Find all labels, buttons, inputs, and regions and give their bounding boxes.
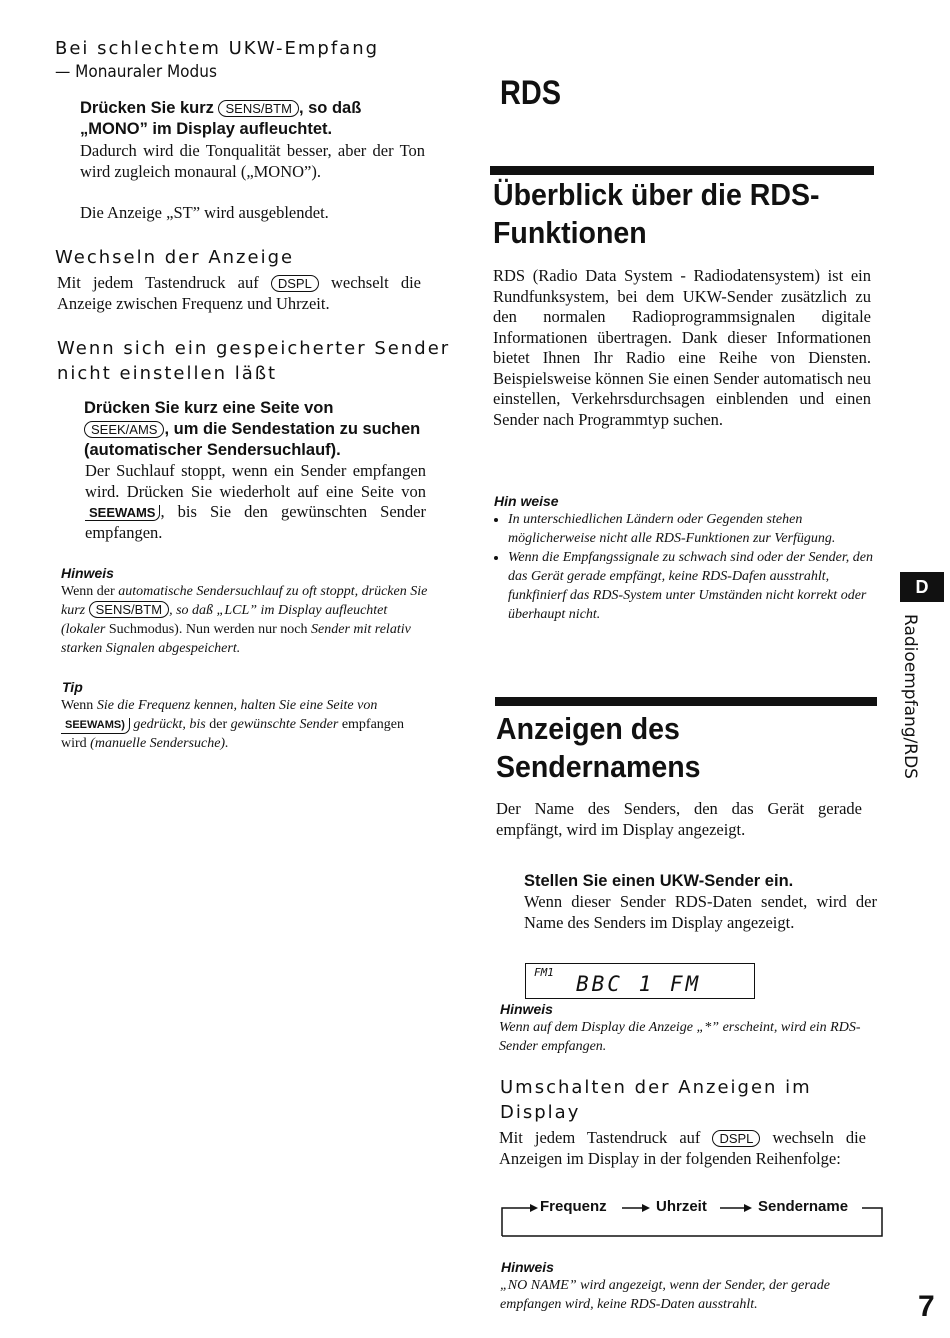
notes-heading: Hin weise xyxy=(494,493,559,509)
seewams-key: SEEWAMS xyxy=(85,505,160,521)
switch-display-heading: Umschalten der Anzeigen im Display xyxy=(500,1077,812,1123)
section-heading-station-not-tuned xyxy=(57,336,457,386)
tune-instruction: Stellen Sie einen UKW-Sender ein. xyxy=(524,872,794,890)
station-name-heading: Anzeigen des Sendernamens xyxy=(496,711,701,784)
tip-text: empfangen wird xyxy=(61,717,405,751)
tip-text: der xyxy=(209,717,228,732)
sens-btm-key: SENS/BTM xyxy=(89,601,169,618)
dspl-key: DSPL xyxy=(712,1130,760,1147)
note-body-lcl xyxy=(61,582,431,658)
note-text: (lokaler xyxy=(61,622,106,637)
instruction-text: Drücken Sie kurz eine Seite von xyxy=(84,399,334,417)
note-text: Suchmodus). Nun werden nur noch xyxy=(108,622,308,637)
flow-sendername: Sendername xyxy=(758,1198,849,1215)
heading-line: Wenn sich ein gespeicherter Sender xyxy=(57,338,451,359)
note-text: Sender mit relativ starken Signalen abgespeichert. xyxy=(61,622,411,656)
dspl-key: DSPL xyxy=(271,275,319,292)
instruction-seek xyxy=(84,398,430,461)
station-name-body: Der Name des Senders, den das Gerät gerade empfängt, wird im Display angezeigt. xyxy=(496,799,862,839)
note-text: , so daß „LCL” im Display aufleuchtet xyxy=(169,603,388,618)
tip-text: (manuelle Sendersuche). xyxy=(90,736,229,751)
tip-text: Sie die Frequenz kennen, halten Sie eine Seite von xyxy=(96,698,378,713)
body-text: , bis Sie den gewünschten Sender empfangen. xyxy=(85,502,426,542)
note-heading: Hinweis xyxy=(501,1259,554,1275)
body-text: Der Suchlauf stoppt, wenn ein Sender empfangen wird. Drücken Sie wiederholt auf eine Seite von xyxy=(85,461,426,501)
flow-uhrzeit: Uhrzeit xyxy=(656,1198,707,1215)
note-item: • In unterschiedlichen Ländern oder Gegenden stehen möglicherweise nicht alle RDS-Funktionen zur Verfügung. xyxy=(508,510,878,548)
note-heading: Hinweis xyxy=(61,565,114,581)
chapter-tab-label: Radioempfang/RDS xyxy=(900,614,920,779)
section-heading-bad-reception xyxy=(55,36,455,61)
lcd-station-name: BBC 1 FM xyxy=(576,972,702,996)
tip-text: Wenn xyxy=(61,698,94,713)
tip-heading: Tip xyxy=(62,679,83,695)
tip-body xyxy=(61,696,431,753)
no-name-note-body: „NO NAME” wird angezeigt, wenn der Sender, der gerade empfangen wird, keine RDS-Daten ausstrahlt. xyxy=(500,1278,831,1312)
notes-list xyxy=(494,510,878,624)
sens-btm-key: SENS/BTM xyxy=(218,100,298,117)
switch-display-body xyxy=(499,1128,866,1169)
seewams-key: SEEWAMS) xyxy=(61,718,130,734)
overview-heading: Überblick über die RDS-Funktionen xyxy=(493,177,820,250)
instruction-text: , so daß xyxy=(298,99,362,117)
instruction-mono xyxy=(80,98,430,140)
display-sequence-diagram xyxy=(500,1196,886,1240)
body-text: wechseln die Anzeigen im Display in der folgenden Reihenfolge: xyxy=(499,1128,867,1168)
tip-text: gewünschte Sender xyxy=(230,717,339,732)
tip-text: gedrückt, bis xyxy=(133,717,206,732)
change-display-body xyxy=(57,273,421,314)
section-heading-change-display: Wechseln der Anzeige xyxy=(55,247,295,268)
overview-body: RDS (Radio Data System - Radiodatensystem) ist ein Rundfunksystem, bei dem UKW-Sender zusätzlich zu den normalen Radioprogrammsignalen digitale Informationen übertragen. Dank dieser Informationen bietet Ihnen Ihr Radio eine Reihe von Diensten. Beispielsweise können Sie einen Sender automatisch neu einstellen, Verkehrsdurchsagen einblenden und einen Sender nach Programmtyp suchen. xyxy=(493,266,871,429)
flow-frequenz: Frequenz xyxy=(540,1198,607,1215)
seek-body xyxy=(85,461,426,543)
st-body: Die Anzeige „ST” wird ausgeblendet. xyxy=(80,203,329,222)
seek-ams-key: SEEK/AMS xyxy=(84,421,164,438)
note-text: automatische Sendersuchlauf zu oft stoppt, drücken Sie kurz xyxy=(61,584,428,618)
page-number: 7 xyxy=(918,1290,935,1323)
heading-line: nicht einstellen läßt xyxy=(57,363,278,384)
note-heading: Hinweis xyxy=(500,1001,553,1017)
note-text: Wenn der xyxy=(61,584,115,599)
section-rule xyxy=(490,166,874,175)
rds-note-body: Wenn auf dem Display die Anzeige „*” erscheint, wird ein RDS-Sender empfangen. xyxy=(499,1020,861,1054)
tune-body: Wenn dieser Sender RDS-Daten sendet, wird der Name des Senders im Display angezeigt. xyxy=(524,892,877,932)
lcd-band-label: FM1 xyxy=(534,966,554,979)
heading-line: Bei schlechtem UKW-Empfang xyxy=(55,38,380,59)
section-rule xyxy=(495,697,877,706)
mono-body: Dadurch wird die Tonqualität besser, aber der Ton wird zugleich monaural („MONO”). xyxy=(80,141,425,181)
rds-title: RDS xyxy=(500,74,562,112)
instruction-text: , um die Sendestation zu suchen (automatischer Sendersuchlauf). xyxy=(84,420,421,459)
note-item: • Wenn die Empfangssignale zu schwach sind oder der Sender, den das Gerät gerade empfängt, keine RDS-Dafen ausstrahlt, funkfinierf das RDS-System unter Umständen nicht korrekt oder überhaupt nicht. xyxy=(508,548,878,624)
body-text: Mit jedem Tastendruck auf xyxy=(499,1128,701,1147)
instruction-text: „MONO” im Display aufleuchtet. xyxy=(80,120,333,138)
instruction-text: Drücken Sie kurz xyxy=(80,99,214,117)
body-text: Mit jedem Tastendruck auf xyxy=(57,273,259,292)
subheading-mono-mode: — Monauraler Modus xyxy=(55,62,217,82)
body-text: wechselt die Anzeige zwischen Frequenz und Uhrzeit. xyxy=(57,273,422,313)
chapter-tab-letter: D xyxy=(900,572,944,602)
lcd-display xyxy=(525,963,755,999)
